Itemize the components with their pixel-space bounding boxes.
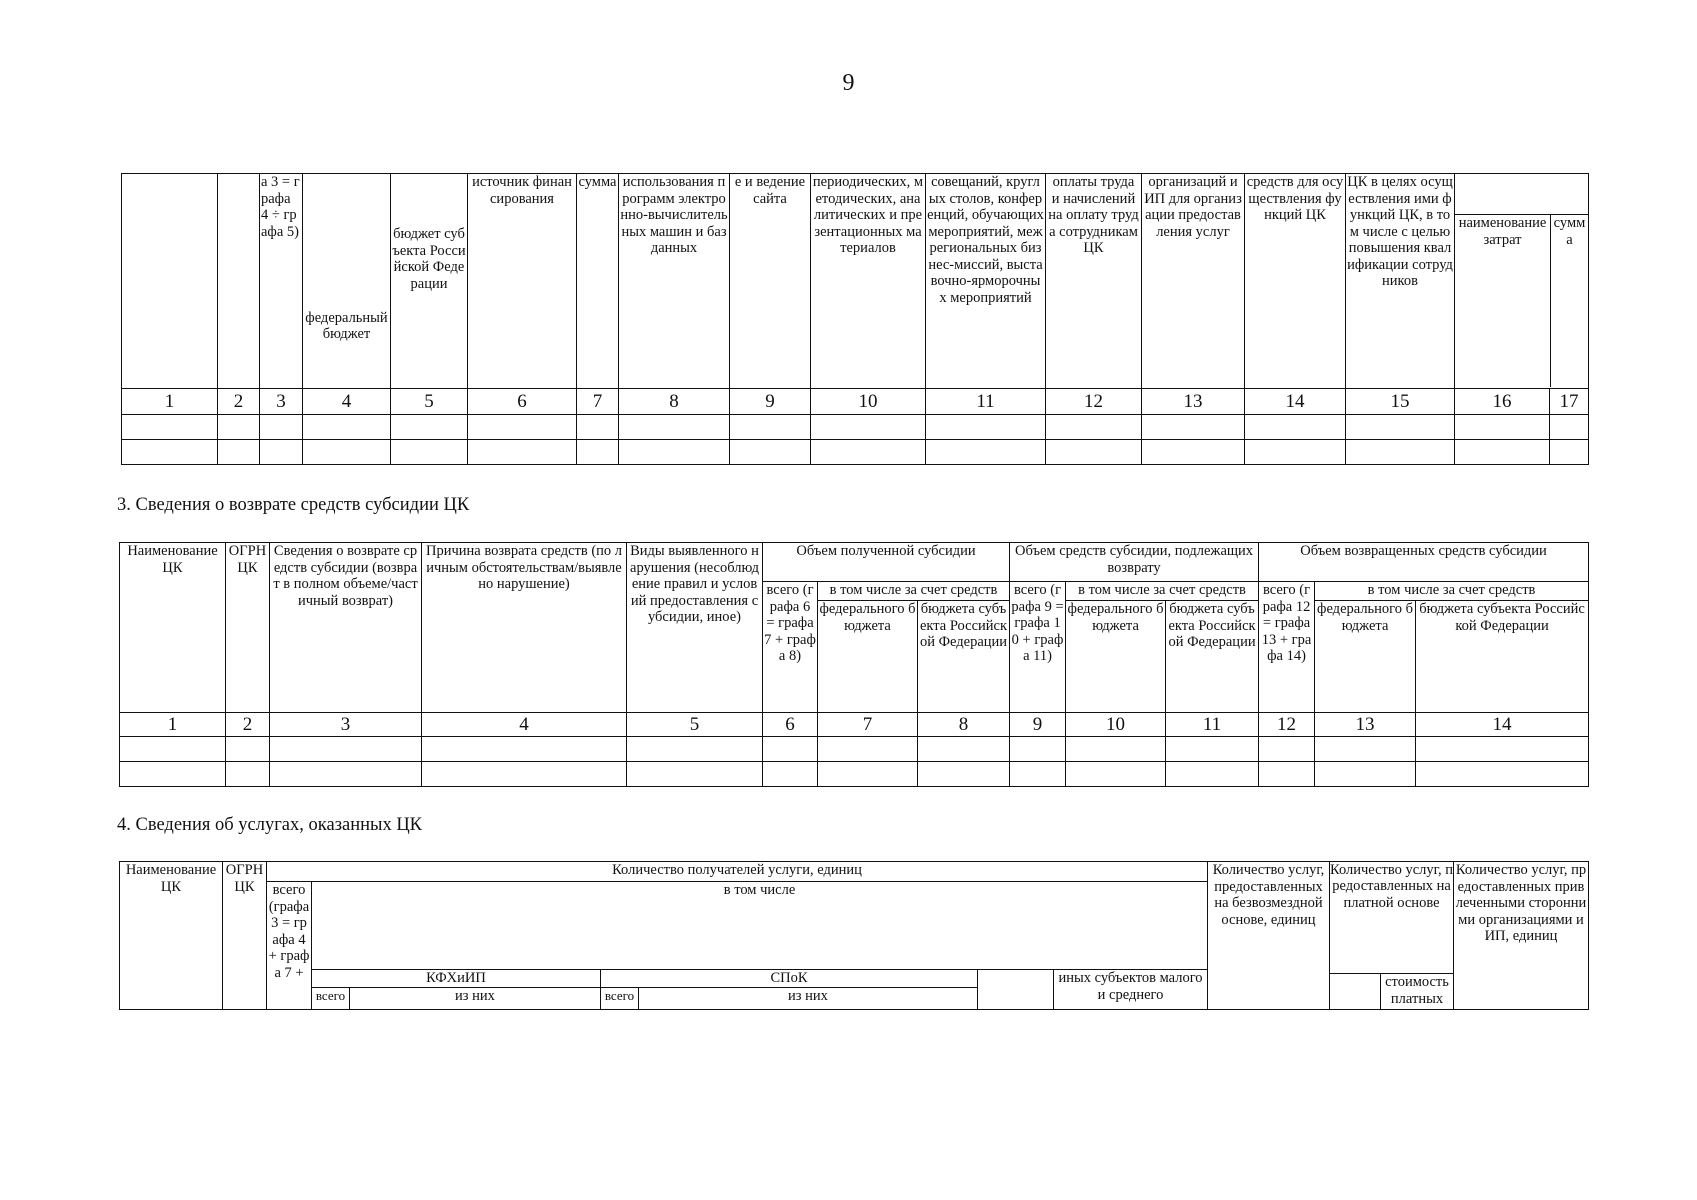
header-cell — [218, 174, 260, 389]
header-cell: а 3 = графа 4 ÷ графа 5) — [260, 174, 303, 389]
header-cell: организаций и ИП для организации предоставления услуг — [1142, 174, 1245, 389]
column-number: 9 — [1010, 713, 1066, 737]
header-cell — [1010, 582, 1066, 713]
column-number: 4 — [303, 389, 391, 415]
header-text: (графа 9 = графа 10 + графа 11) — [1011, 582, 1064, 664]
table-subsidy-expenses — [121, 173, 1589, 465]
header-cell: всего — [312, 988, 350, 1010]
header-cell: средств для осуществления функций ЦК — [1245, 174, 1346, 389]
header-text: федеральный бюджет — [305, 309, 388, 342]
column-number: 14 — [1416, 713, 1589, 737]
header-cell: Наименование ЦК — [120, 543, 226, 713]
header-cell — [122, 174, 218, 389]
column-number: 9 — [730, 389, 811, 415]
header-group: Количество получателей услуги, единиц — [267, 862, 1208, 882]
column-number: 2 — [218, 389, 260, 415]
header-cell — [391, 174, 468, 389]
section-3-title: 3. Сведения о возврате средств субсидии ЦК — [117, 495, 470, 515]
header-cell: оплаты труда и начислений на оплату труда сотрудникам ЦК — [1046, 174, 1142, 389]
header-cell: из них — [350, 988, 601, 1010]
header-cell: федерального бюджета — [1315, 601, 1416, 713]
column-number: 10 — [811, 389, 926, 415]
table-row — [122, 440, 1589, 465]
header-cell: сумма — [577, 174, 619, 389]
header-cell — [978, 970, 1054, 1010]
header-cell: бюджета субъекта Российской Федерации — [1416, 601, 1589, 713]
header-cell — [1330, 974, 1381, 1010]
column-number: 4 — [422, 713, 627, 737]
header-cell: КФХиИП — [312, 970, 601, 988]
group-top — [1455, 174, 1588, 215]
header-text: всего — [1014, 582, 1047, 598]
header-cell: е и ведение сайта — [730, 174, 811, 389]
table-services — [119, 861, 1589, 1010]
header-cell: Сведения о возврате средств субсидии (возврат в полном объеме/частичный возврат) — [270, 543, 422, 713]
header-cell: ЦК в целях осуществления ими функций ЦК, в том числе с целью повышения квалификации сотрудников — [1346, 174, 1455, 389]
column-number: 12 — [1046, 389, 1142, 415]
column-number: 12 — [1259, 713, 1315, 737]
header-text: всего — [766, 582, 800, 598]
column-number: 11 — [1166, 713, 1259, 737]
header-text: сумма — [1553, 215, 1586, 248]
header-group: Объем возвращенных средств субсидии — [1259, 543, 1589, 582]
column-number: 17 — [1550, 389, 1589, 415]
column-number: 7 — [818, 713, 918, 737]
header-cell: ОГРН ЦК — [223, 862, 267, 1010]
column-number: 6 — [468, 389, 577, 415]
header-cell: ОГРН ЦК — [226, 543, 270, 713]
header-cell-group — [1455, 174, 1589, 389]
header-text: (графа 6 = графа 7 + графа 8) — [764, 582, 816, 664]
header-group: Объем средств субсидии, подлежащих возврату — [1010, 543, 1259, 582]
column-number: 5 — [391, 389, 468, 415]
header-cell: источник финансирования — [468, 174, 577, 389]
header-cell — [303, 174, 391, 389]
header-cell: иных субъектов малого и среднего — [1054, 970, 1208, 1010]
header-text: наименование затрат — [1455, 215, 1551, 387]
column-number: 1 — [122, 389, 218, 415]
header-text: всего — [1263, 582, 1296, 598]
column-number: 3 — [260, 389, 303, 415]
column-number: 6 — [763, 713, 818, 737]
column-number: 14 — [1245, 389, 1346, 415]
column-number: 13 — [1142, 389, 1245, 415]
header-group: Объем полученной субсидии — [763, 543, 1010, 582]
header-cell — [1259, 582, 1315, 713]
table-subsidy-return — [119, 542, 1589, 787]
header-text: Количество услуг, предоставленных на платной основе — [1330, 861, 1453, 911]
header-cell: Количество услуг, предоставленных привлеченными сторонними организациями и ИП, единиц — [1454, 862, 1589, 1010]
header-cell: Количество услуг, предоставленных на безвозмездной основе, единиц — [1208, 862, 1330, 1010]
header-cell — [763, 582, 818, 713]
column-number: 8 — [918, 713, 1010, 737]
header-cell: из них — [639, 988, 978, 1010]
header-cell: совещаний, круглых столов, конференций, обучающих мероприятий, межрегиональных бизнес-миссий, выставочно-ярморочных мероприятий — [926, 174, 1046, 389]
header-cell: всего — [601, 988, 639, 1010]
header-cell: Причина возврата средств (по личным обстоятельствам/выявлено нарушение) — [422, 543, 627, 713]
column-number: 16 — [1455, 389, 1550, 415]
column-number: 10 — [1066, 713, 1166, 737]
column-number: 13 — [1315, 713, 1416, 737]
header-cell: всего (графа 3 = графа 4 + графа 7 + — [267, 882, 312, 1010]
header-cell: в том числе — [312, 882, 1208, 970]
header-cell: СПоК — [601, 970, 978, 988]
header-cell: в том числе за счет средств — [818, 582, 1010, 601]
header-cell: стоимость платных — [1381, 974, 1454, 1010]
table-row — [120, 737, 1589, 762]
table-row — [120, 762, 1589, 787]
column-number: 11 — [926, 389, 1046, 415]
header-cell: бюджета субъекта Российской Федерации — [918, 601, 1010, 713]
header-cell: федерального бюджета — [1066, 601, 1166, 713]
column-number: 1 — [120, 713, 226, 737]
header-cell: использования программ электронно-вычислительных машин и баз данных — [619, 174, 730, 389]
column-number: 2 — [226, 713, 270, 737]
header-text: бюджет субъекта Российской Федерации — [392, 226, 466, 292]
header-cell: периодических, методических, аналитических и презентационных материалов — [811, 174, 926, 389]
column-number: 7 — [577, 389, 619, 415]
header-cell: Наименование ЦК — [120, 862, 223, 1010]
header-cell: Виды выявленного нарушения (несоблюдение правил и условий предоставления субсидии, иное) — [627, 543, 763, 713]
header-cell: в том числе за счет средств — [1066, 582, 1259, 601]
page-number: 9 — [842, 70, 855, 96]
column-number: 3 — [270, 713, 422, 737]
column-number: 8 — [619, 389, 730, 415]
column-number: 15 — [1346, 389, 1455, 415]
header-cell — [1330, 861, 1454, 974]
header-cell: в том числе за счет средств — [1315, 582, 1589, 601]
column-number: 5 — [627, 713, 763, 737]
table-row — [122, 415, 1589, 440]
header-cell: федерального бюджета — [818, 601, 918, 713]
header-cell: бюджета субъекта Российской Федерации — [1166, 601, 1259, 713]
section-4-title: 4. Сведения об услугах, оказанных ЦК — [117, 815, 423, 835]
header-text: (графа 12 = графа 13 + графа 14) — [1261, 582, 1312, 664]
